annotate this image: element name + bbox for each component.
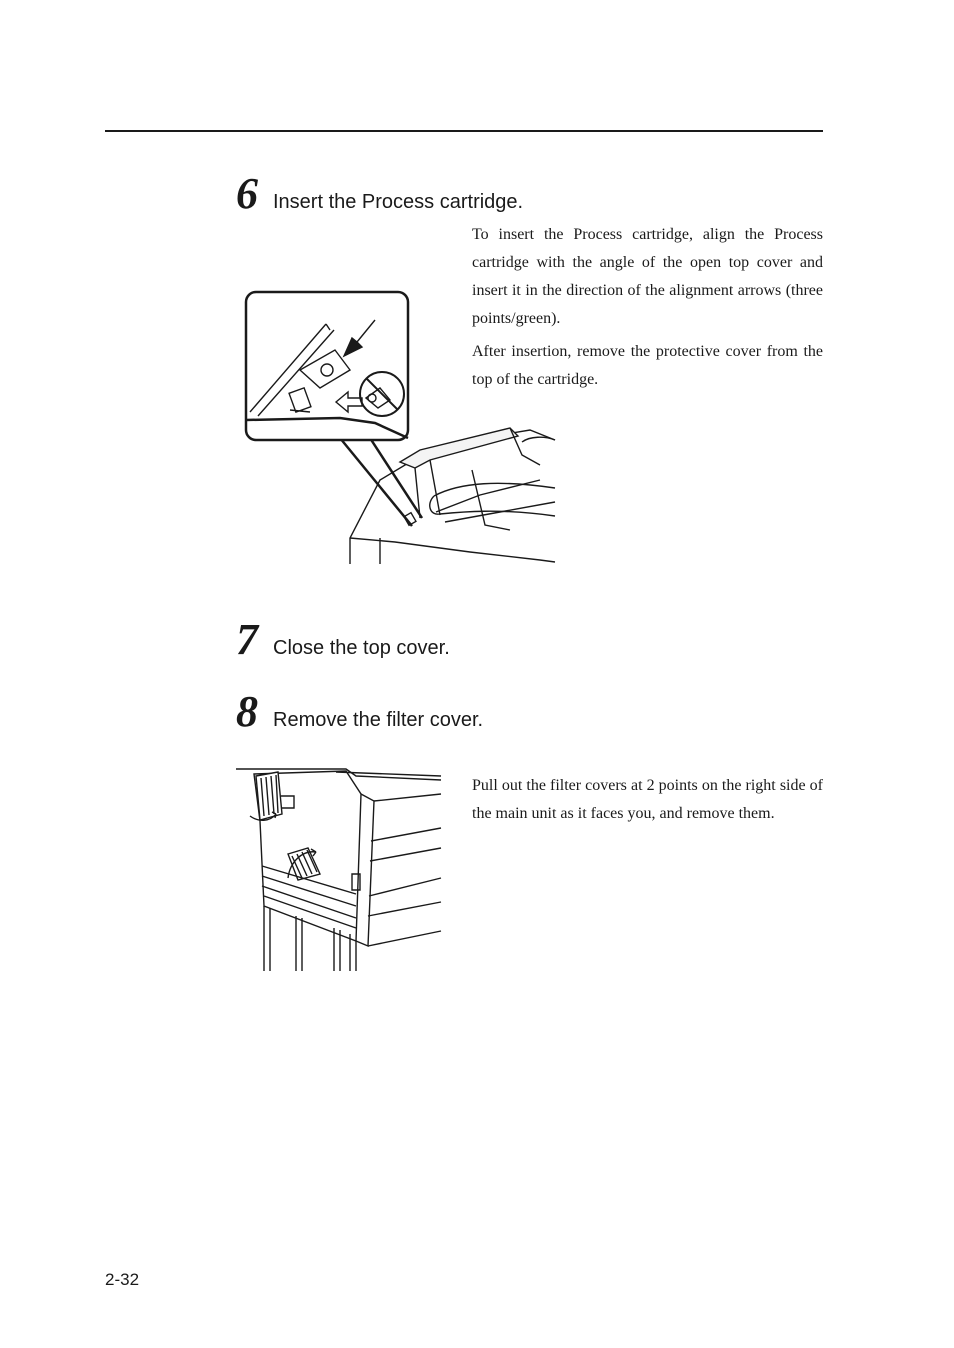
step-6-title: Insert the Process cartridge. <box>273 191 524 213</box>
step-8-heading <box>236 687 484 736</box>
step-6-heading <box>236 169 524 218</box>
step-6-number: 6 <box>236 169 258 218</box>
page-number: 2-32 <box>105 1270 140 1289</box>
step-7-number: 7 <box>236 615 258 664</box>
filter-cover-illustration <box>236 766 446 976</box>
step-8-description <box>472 772 823 833</box>
process-cartridge-illustration <box>240 290 560 570</box>
step-7-heading <box>236 615 450 664</box>
step-8-number: 8 <box>236 687 258 736</box>
header-rule <box>105 130 823 132</box>
step-6-paragraph-1: To insert the Process cartridge, align the Process cartridge with the angle of the open top cover and insert it in the direction of the alignment arrows (three points/green). <box>472 226 823 327</box>
step-8-title: Remove the filter cover. <box>273 709 484 731</box>
step-7-title: Close the top cover. <box>273 637 450 659</box>
step-6-paragraph-2: After insertion, remove the protective cover from the top of the cartridge. <box>472 343 823 388</box>
step-8-paragraph-1: Pull out the filter covers at 2 points on the right side of the main unit as it faces you, and remove them. <box>472 777 823 822</box>
